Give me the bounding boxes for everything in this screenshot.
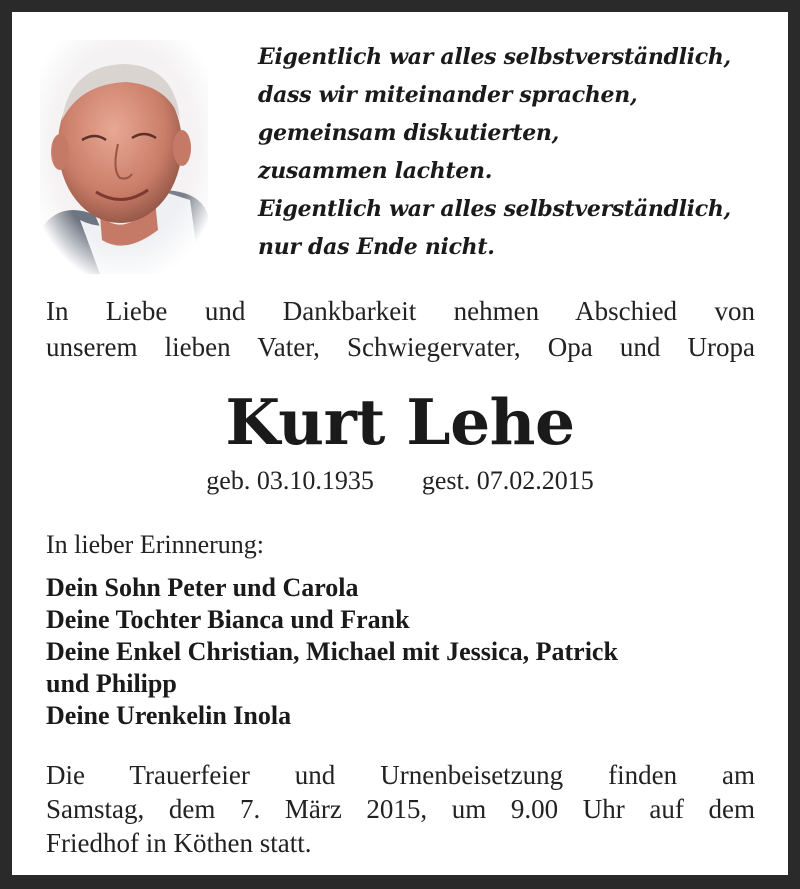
poem-line: Eigentlich war alles selbstverständlich, xyxy=(258,196,731,222)
poem-line: zusammen lachten. xyxy=(258,158,493,184)
family-line: Deine Tochter Bianca und Frank xyxy=(46,605,410,634)
ceremony-line: Friedhof in Köthen statt. xyxy=(46,828,312,858)
poem-line: Eigentlich war alles selbstverständlich, xyxy=(258,44,731,70)
family-line: Deine Enkel Christian, Michael mit Jessica, Patrick xyxy=(46,637,618,666)
birth-date: geb. 03.10.1935 xyxy=(206,466,374,495)
death-date: gest. 07.02.2015 xyxy=(421,466,594,495)
poem-line: dass wir miteinander sprachen, xyxy=(258,82,638,108)
poem-line: nur das Ende nicht. xyxy=(258,234,495,260)
family-list xyxy=(46,572,766,732)
intro-line: unserem lieben Vater, Schwiegervater, Opa und Uropa xyxy=(46,332,755,362)
family-line: Deine Urenkelin Inola xyxy=(46,701,292,730)
life-dates xyxy=(12,464,788,498)
obituary-card xyxy=(12,12,788,875)
portrait-photo xyxy=(40,40,208,274)
family-line: Dein Sohn Peter und Carola xyxy=(46,573,359,602)
ceremony-notice xyxy=(46,758,755,860)
family-line: und Philipp xyxy=(46,669,177,698)
poem-line: gemeinsam diskutierten, xyxy=(258,120,559,146)
memory-label: In lieber Erinnerung: xyxy=(46,530,265,559)
ceremony-line: Die Trauerfeier und Urnenbeisetzung finden am xyxy=(46,760,755,790)
deceased-name: Kurt Lehe xyxy=(225,385,575,459)
poem-block xyxy=(258,38,778,266)
intro-text xyxy=(46,293,755,365)
ceremony-line: Samstag, dem 7. März 2015, um 9.00 Uhr auf dem xyxy=(46,794,755,824)
intro-line: In Liebe und Dankbarkeit nehmen Abschied von xyxy=(46,296,755,326)
